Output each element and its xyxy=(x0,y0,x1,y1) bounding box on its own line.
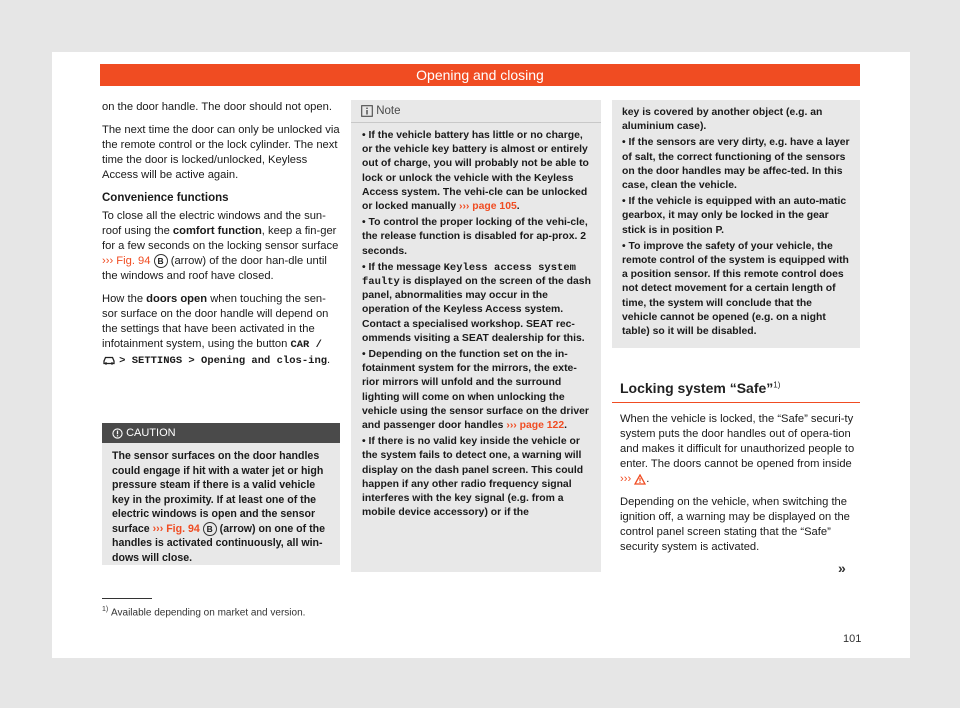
car-button-label: CAR xyxy=(290,339,310,351)
caution-header xyxy=(102,423,340,443)
note-text xyxy=(612,100,860,339)
bullet-item: • To improve the safety of your vehicle, the remote control of the system is equipped with a position sensor. If this remote control does not detect movement for a certain length of time, the system will conclude that the vehicle cannot be opened (e.g. on a night table) so it will be disabled. xyxy=(622,240,849,338)
bullet-item: • If there is no valid key inside the vehicle or the system fails to detect one, a warning will display on the dash panel screen. This could happen if any other radio frequency signal interferes with the key signal (e.g. from a mobile device accessory) or if the xyxy=(362,436,584,519)
paragraph: key is covered by another object (e.g. an aluminium case). xyxy=(622,107,823,133)
note-box-continued xyxy=(612,100,860,348)
bullet-item: • Depending on the function set on the in-fotainment system for the mirrors, the exte-rior mirrors will unfold and the surround lighting will come on when unlocking the vehicle using the sensor surface on the driver and passenger door handles ››› page 122. xyxy=(362,349,589,432)
column-right xyxy=(620,412,860,563)
paragraph: on the door handle. The door should not open. xyxy=(102,101,332,113)
paragraph: The next time the door can only be unlocked via the remote control or the lock cylinder. The next time the door is locked/unlocked, Keyless Access will be active again. xyxy=(102,124,340,181)
note-box xyxy=(351,100,601,572)
note-header xyxy=(351,100,601,123)
menu-path: > SETTINGS > Opening and clos-ing xyxy=(119,355,328,367)
cross-reference-link[interactable]: ››› Fig. 94 xyxy=(152,522,200,535)
subheading: Convenience functions xyxy=(102,192,229,204)
section-rule xyxy=(612,402,860,403)
column-left xyxy=(102,100,340,377)
caution-text: The sensor surfaces on the door handles could engage if hit with a water jet or high pressure steam if there is a valid vehicle key in the proximity. If at least one of the electric windows is open and the sensor surface ››› Fig. 94 B (arrow) on one of the handles is activated continuously, all win-dows will close. xyxy=(112,450,326,564)
info-icon xyxy=(361,105,373,117)
paragraph: Depending on the vehicle, when switching the ignition off, a warning may be displayed on the control panel screen stating that the “Safe” security system is activated. xyxy=(620,496,850,553)
footnote-rule xyxy=(102,598,152,599)
section-title: Locking system “Safe”$^{1)}$ xyxy=(620,380,781,396)
continued-marker: » xyxy=(838,560,846,576)
page-number: 101 xyxy=(843,633,862,645)
bullet-item: • If the sensors are very dirty, e.g. have a layer of salt, the correct functioning of the sensors on the door handles may be affec-ted. In this case, clean the vehicle. xyxy=(622,137,850,192)
paragraph: When the vehicle is locked, the “Safe” securi-ty system puts the door handles out of opera-tion and makes it difficult for unauthorized people to enter. The doors cannot be opened from inside ››› . xyxy=(620,413,855,485)
caution-title: CAUTION xyxy=(126,427,176,439)
page-header: Opening and closing xyxy=(100,64,860,86)
cross-reference-link[interactable]: ››› Fig. 94 xyxy=(102,255,151,267)
note-text xyxy=(351,123,601,520)
warning-icon xyxy=(634,474,646,485)
paragraph: To close all the electric windows and the sun-roof using the comfort function, keep a fin-ger for a few seconds on the locking sensor surface ››› Fig. 94 B (arrow) of the door han-dle until the windows and roof have closed. xyxy=(102,210,339,282)
callout-badge: B xyxy=(154,254,168,268)
bullet-item: • If the vehicle is equipped with an auto-matic gearbox, it may only be locked in the gear stick is in position P. xyxy=(622,196,847,236)
cross-reference-link[interactable]: ››› page 122 xyxy=(506,420,565,432)
bullet-item: • To control the proper locking of the vehi-cle, the release function is disabled for ap-prox. 2 seconds. xyxy=(362,217,588,257)
warning-reference-link[interactable]: ››› xyxy=(620,473,646,485)
bullet-item: • If the message Keyless access system faulty is displayed on the screen of the dash panel, abnormalities may occur in the operation of the Keyless Access system. Contact a specialised workshop. SEAT rec-ommends visiting a SEAT dealership for this. xyxy=(362,261,591,344)
cross-reference-link[interactable]: ››› page 105 xyxy=(459,201,517,213)
caution-box xyxy=(102,423,340,565)
footnote: $^{1)}$ Available depending on market and version. xyxy=(102,606,306,619)
car-icon xyxy=(102,355,116,365)
callout-badge: B xyxy=(203,522,217,536)
bullet-item: • If the vehicle battery has little or no charge, or the vehicle key battery is almost or entirely out of charge, you will probably not be able to lock or unlock the vehicle with the Keyless Access system. The vehi-cle can be unlocked or locked manually ››› page 105. xyxy=(362,130,589,213)
note-title: Note xyxy=(376,105,401,117)
caution-icon xyxy=(112,428,123,439)
paragraph: How the doors open when touching the sen-sor surface on the door handle will depend on the settings that have been activated in the infotainment system, using the button CAR / > SETTINGS > Opening and clos-ing. xyxy=(102,293,331,367)
